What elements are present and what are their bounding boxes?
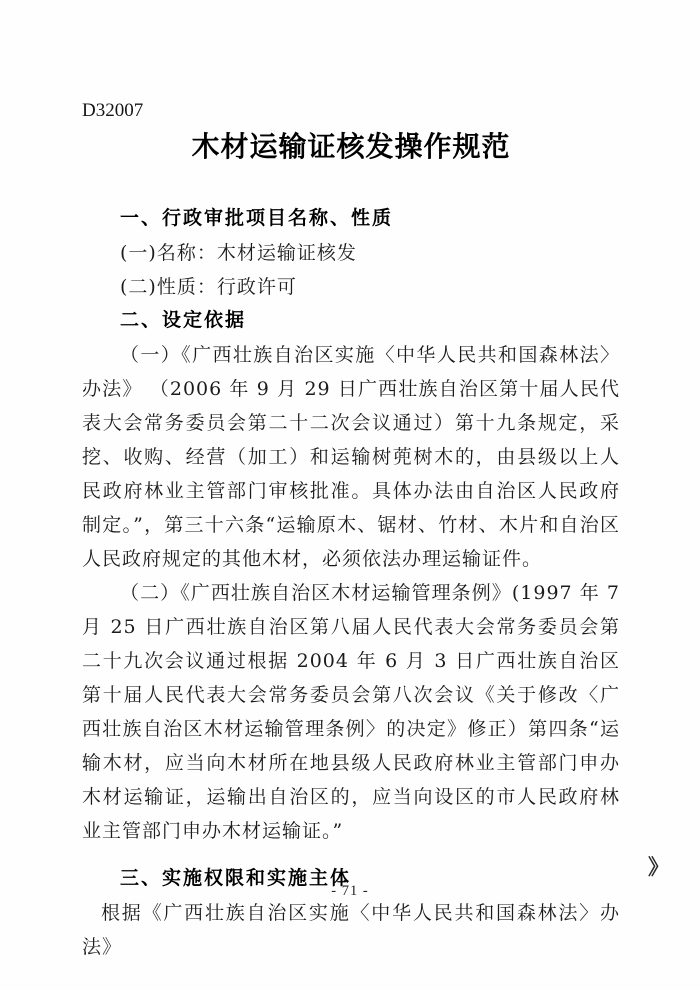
paragraph-legal-basis-1: （一）《广西壮族自治区实施〈中华人民共和国森林法〉办法》 （2006 年 9 月 29 日广西壮族自治区第十届人民代表大会常务委员会第二十二次会议通过）第十九条规定，采挖、收购、经营（加工）和运输树蔸树木的，由县级以上人民政府林业主管部门审核批准。具体办法由自治区人民政府制定。”，第三十六条“运输原木、锯材、竹材、木片和自治区人民政府规定的其他木材，必须依法办理运输证件。 (82, 344, 620, 570)
doc-code: D32007 (82, 100, 144, 121)
document-title: 木材运输证核发操作规范 (191, 131, 511, 162)
item-project-name: (一)名称：木材运输证核发 (120, 242, 357, 264)
section-heading-project-name: 一、行政审批项目名称、性质 (120, 208, 394, 229)
paragraph-implementation: 根据《广西壮族自治区实施〈中华人民共和国森林法〉办法》 (82, 902, 620, 958)
scan-artifact-bracket: 》 (648, 854, 669, 879)
section-heading-implementation: 三、实施权限和实施主体 (120, 868, 352, 889)
item-project-nature: (二)性质：行政许可 (120, 276, 297, 298)
section-heading-legal-basis: 二、设定依据 (120, 310, 247, 331)
document-body (82, 202, 620, 964)
page-number: - 71 - (331, 883, 369, 899)
paragraph-legal-basis-2: （二）《广西壮族自治区木材运输管理条例》(1997 年 7 月 25 日广西壮族自治区第八届人民代表大会常务委员会第二十九次会议通过根据 2004 年 6 月 3 日广西壮族自治区第十届人民代表大会常务委员会第八次会议《关于修改〈广西壮族自治区木材运输管理条例〉的决定》修正）第四条“运输木材，应当向木材所在地县级人民政府林业主管部门申办木材运输证，运输出自治区的，应当向设区的市人民政府林业主管部门申办木材运输证。” (82, 582, 620, 842)
